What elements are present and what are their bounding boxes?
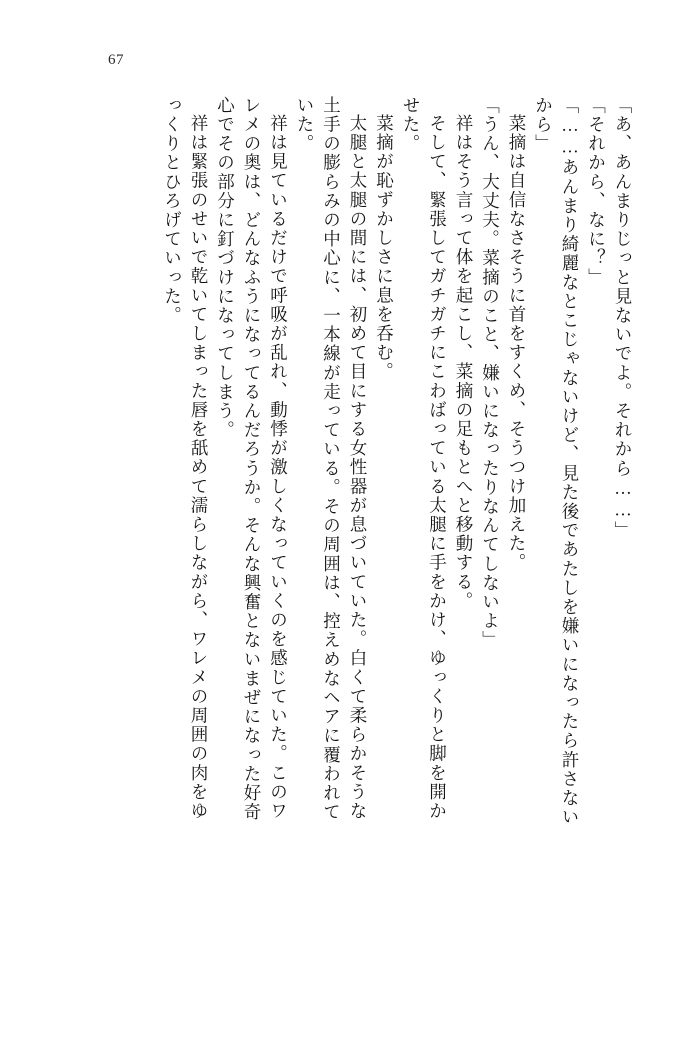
text-column: 祥はそう言って体を起こし、菜摘の足もとへと移動する。 bbox=[454, 114, 474, 611]
text-column: 「……あんまり綺麗なとこじゃないけど、見た後であたしを嫌いになったら許さない bbox=[560, 96, 580, 827]
vertical-text-block bbox=[154, 96, 631, 996]
text-column: 「あ、あんまりじっと見ないでよ。それから……」 bbox=[613, 96, 633, 541]
text-column: 菜摘が恥ずかしさに息を呑む。 bbox=[374, 114, 395, 382]
text-column: 「うん、大丈夫。菜摘のこと、嫌いになったりなんてしないよ」 bbox=[480, 96, 501, 650]
page-number: 67 bbox=[108, 52, 124, 68]
text-column: っくりとひろげていった。 bbox=[162, 96, 183, 326]
text-column: いた。 bbox=[295, 96, 315, 154]
text-column: 「それから、なに？」 bbox=[586, 96, 607, 287]
text-column: 祥は見ているだけで呼吸が乱れ、動悸が激しくなっていくのを感じていた。このワ bbox=[268, 114, 289, 821]
text-column: レメの奥は、どんなふうになってるんだろうか。そんな興奮とないまぜになった好奇 bbox=[242, 96, 262, 822]
text-column: 心でその部分に釘づけになってしまう。 bbox=[215, 96, 236, 440]
text-column: せた。 bbox=[401, 96, 421, 154]
text-column: 土手の膨らみの中心に、一本線が走っている。その周囲は、控えめなヘアに覆われて bbox=[321, 96, 342, 822]
text-column: から」 bbox=[533, 96, 554, 154]
text-column: 祥は緊張のせいで乾いてしまった唇を舐めて濡らしながら、ワレメの周囲の肉をゆ bbox=[189, 114, 209, 821]
text-column: そして、緊張してガチガチにこわばっている太腿に手をかけ、ゆっくりと脚を開か bbox=[427, 114, 448, 821]
text-column: 菜摘は自信なさそうに首をすくめ、そうつけ加えた。 bbox=[507, 114, 527, 573]
text-column: 太腿と太腿の間には、初めて目にする女性器が息づいていた。白くて柔らかそうな bbox=[348, 114, 368, 821]
